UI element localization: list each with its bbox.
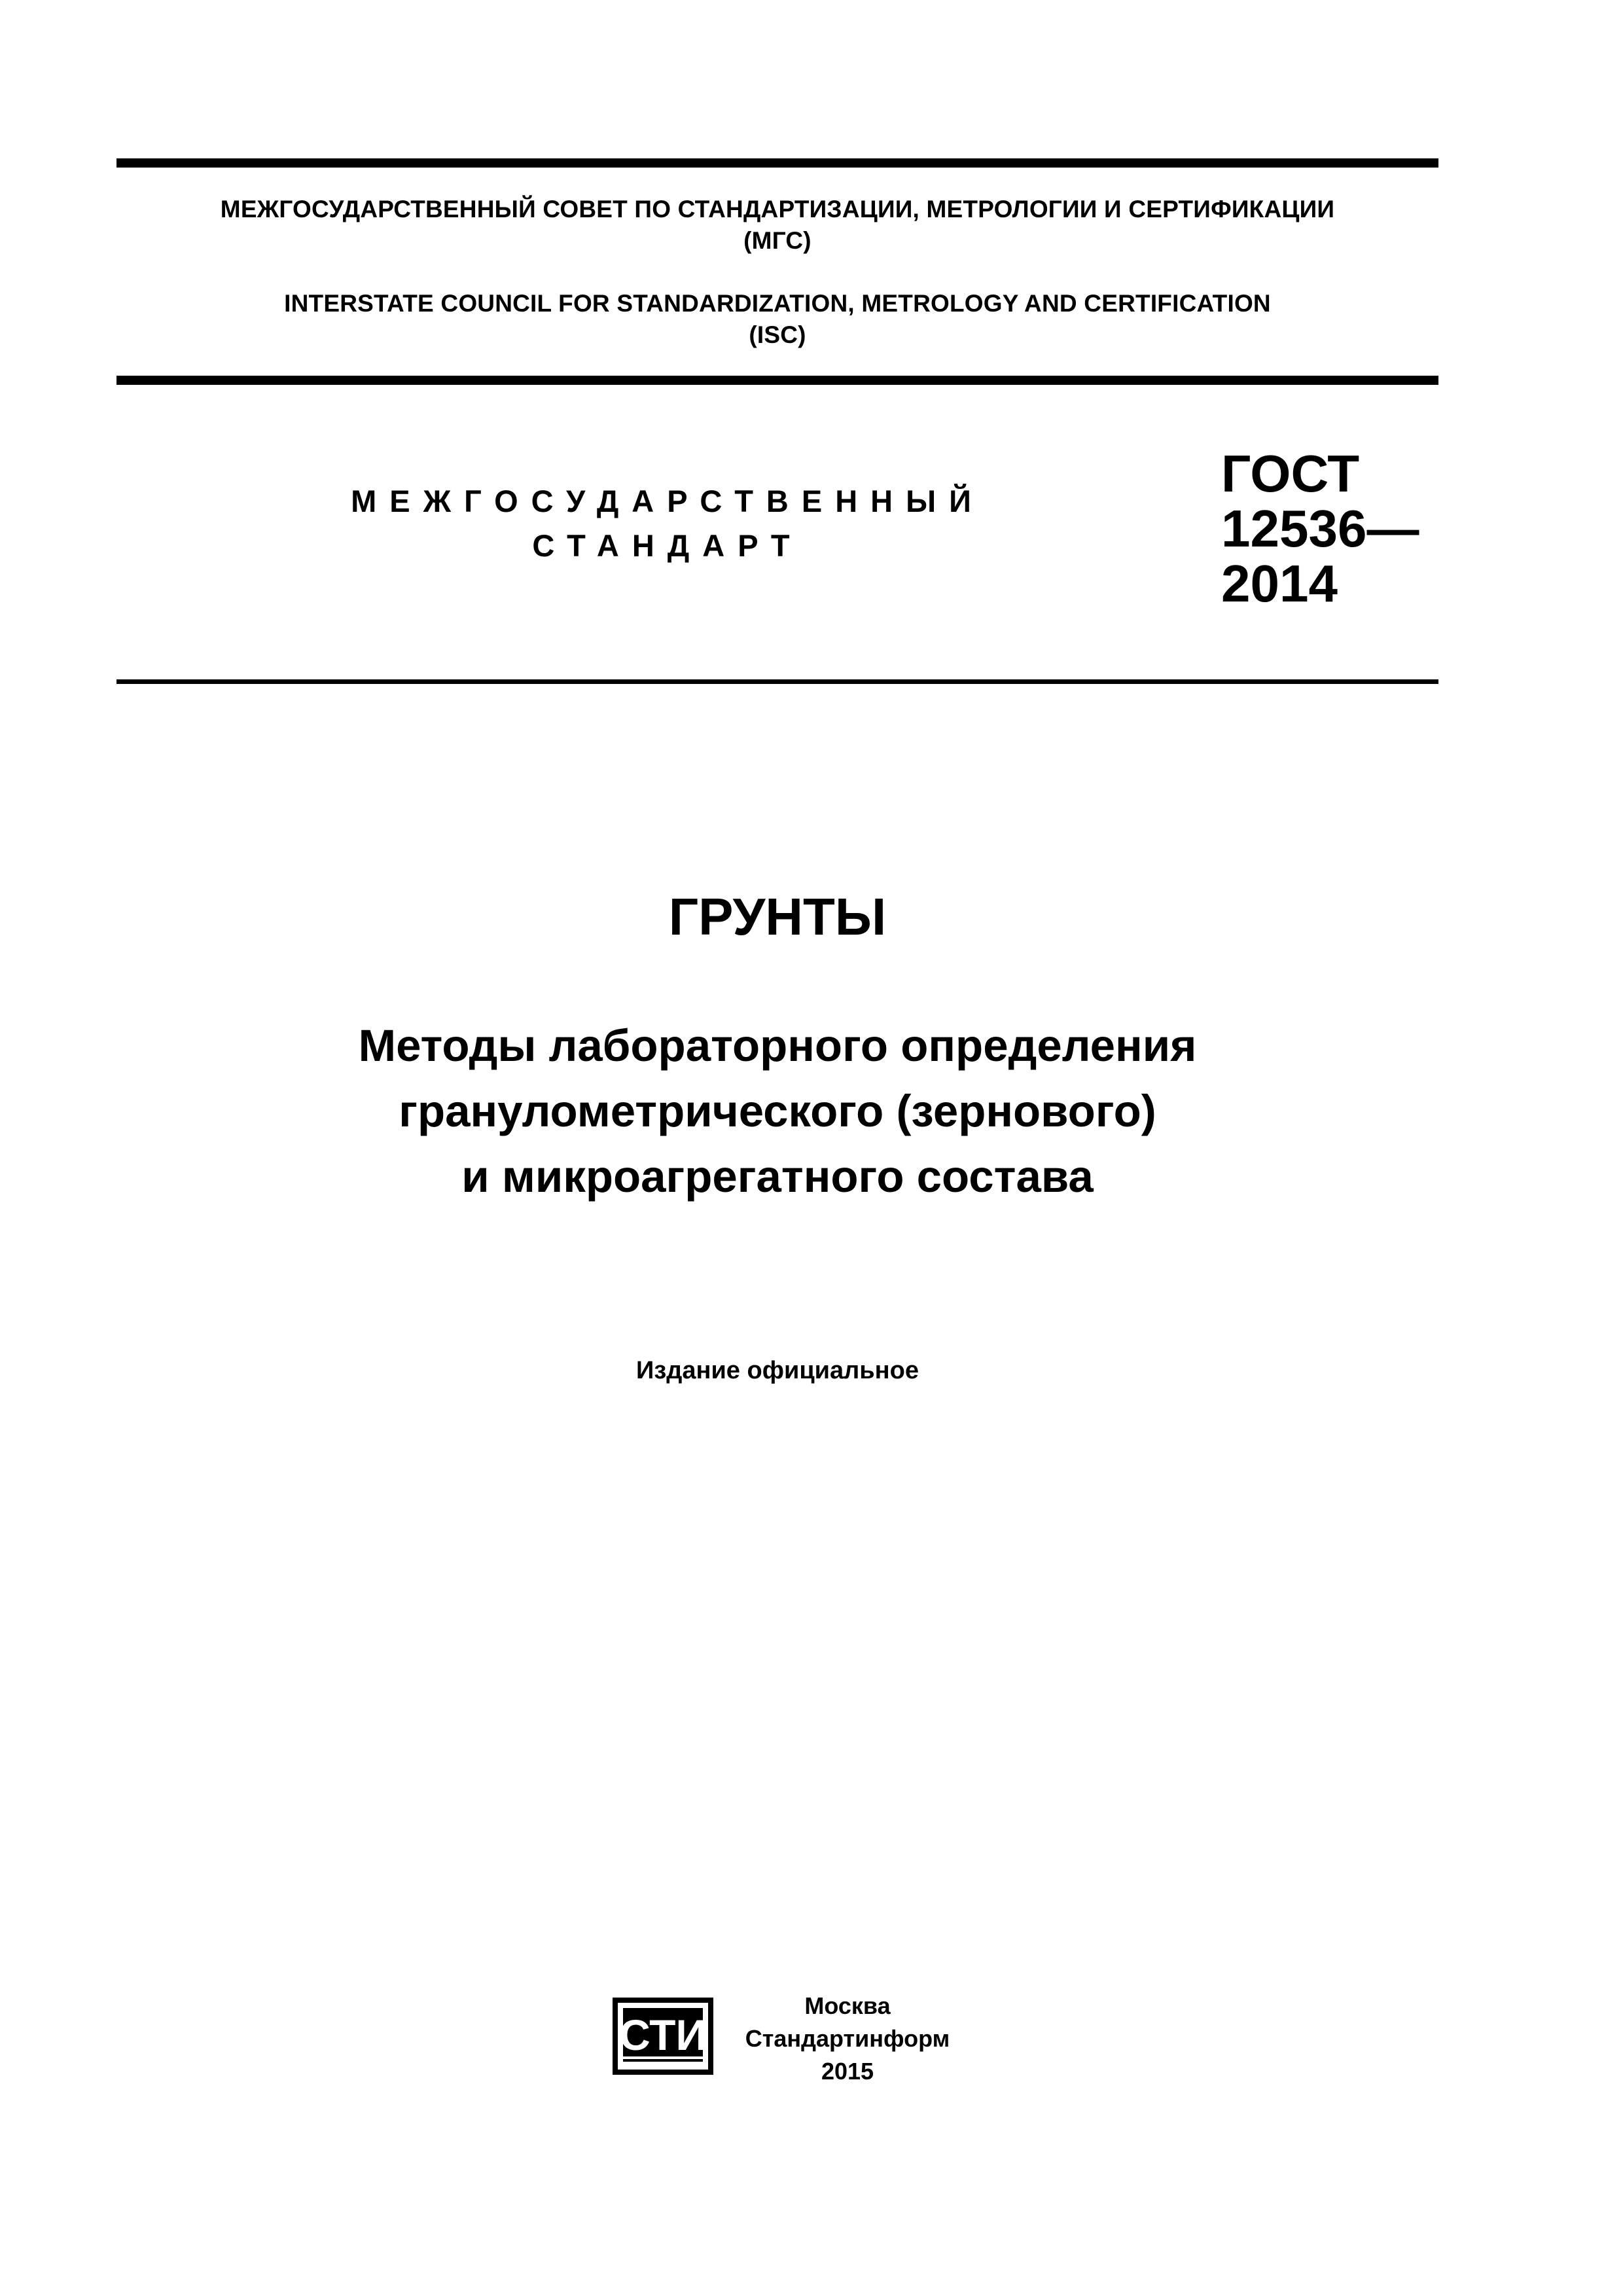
council-header bbox=[116, 194, 1438, 351]
subtitle-line3: и микроагрегатного состава bbox=[461, 1151, 1094, 1202]
standard-designation bbox=[1221, 446, 1419, 611]
designation-year: 2014 bbox=[1221, 554, 1338, 613]
standard-kind-line2: СТАНДАРТ bbox=[532, 528, 803, 563]
standard-kind-line1: МЕЖГОСУДАРСТВЕННЫЙ bbox=[351, 484, 984, 518]
council-abbr-ru: (МГС) bbox=[743, 227, 812, 254]
council-abbr-en: (ISC) bbox=[749, 321, 806, 348]
council-name-ru: МЕЖГОСУДАРСТВЕННЫЙ СОВЕТ ПО СТАНДАРТИЗАЦИИ, МЕТРОЛОГИИ И СЕРТИФИКАЦИИ bbox=[220, 196, 1335, 223]
designation-rule bbox=[116, 679, 1438, 684]
standartinform-logo-icon bbox=[611, 1996, 715, 2076]
top-rule bbox=[116, 158, 1438, 168]
logo-text: СТИ bbox=[619, 2011, 707, 2059]
council-name-en: INTERSTATE COUNCIL FOR STANDARDIZATION, METROLOGY AND CERTIFICATION bbox=[284, 290, 1271, 317]
designation-prefix: ГОСТ bbox=[1221, 444, 1360, 503]
subtitle-line1: Методы лабораторного определения bbox=[358, 1020, 1197, 1071]
publisher-name: Стандартинформ bbox=[745, 2025, 950, 2052]
publisher-city: Москва bbox=[804, 1992, 891, 2019]
designation-number: 12536— bbox=[1221, 499, 1419, 558]
publisher-year: 2015 bbox=[821, 2058, 874, 2085]
subtitle-line2: гранулометрического (зернового) bbox=[399, 1086, 1156, 1136]
publisher-block bbox=[740, 1990, 955, 2088]
document-subtitle bbox=[116, 1013, 1438, 1210]
standard-kind bbox=[281, 479, 1054, 568]
header-rule bbox=[116, 376, 1438, 385]
edition-label: Издание официальное bbox=[636, 1357, 919, 1384]
document-title: ГРУНТЫ bbox=[668, 888, 887, 946]
